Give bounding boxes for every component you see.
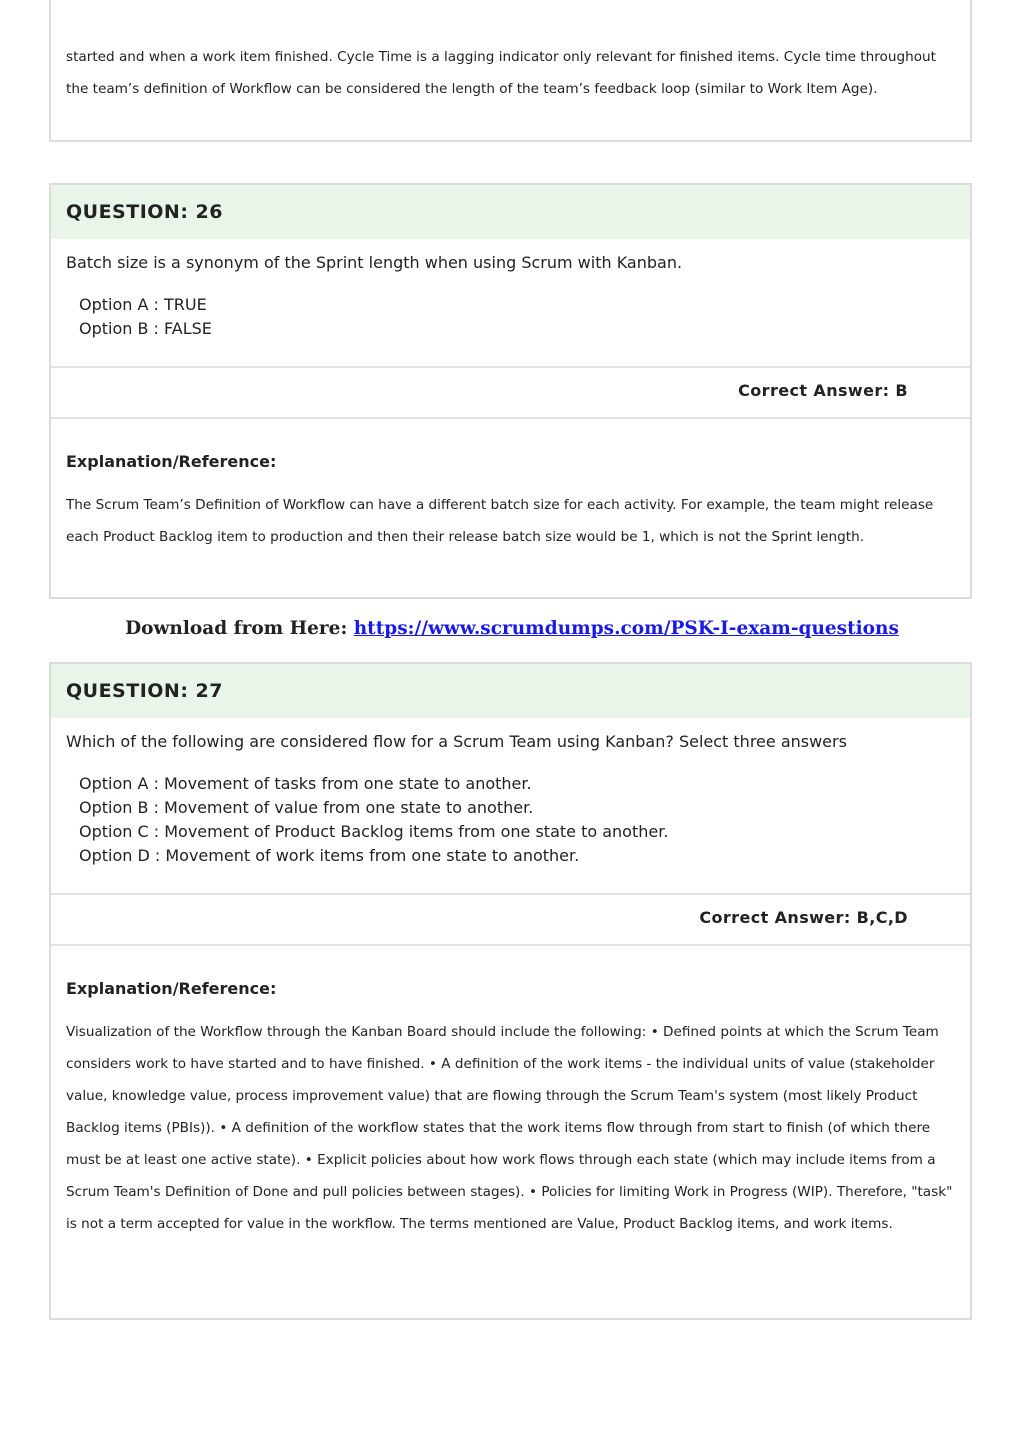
option-item: Option A : Movement of tasks from one state to another.: [79, 774, 532, 793]
explanation-text: The Scrum Team’s Definition of Workflow can have a different batch size for each activity. For example, the team might release each Product Backlog item to production and then their release batch size would be 1, which is not the Sprint length.: [66, 497, 934, 545]
download-banner: [0, 618, 1024, 639]
previous-explanation-box: [49, 0, 972, 142]
question-header: QUESTION: 26: [51, 185, 970, 239]
previous-explanation-text: started and when a work item finished. Cycle Time is a lagging indicator only relevant for finished items. Cycle time throughout the team’s definition of Workflow can be considered the length of the team’s feedback loop (similar to Work Item Age).: [66, 49, 936, 97]
question-card: [49, 183, 972, 599]
explanation-title: Explanation/Reference:: [66, 452, 277, 471]
correct-answer: Correct Answer: B: [738, 381, 908, 400]
option-list: [51, 272, 970, 341]
option-list: [51, 751, 970, 868]
question-text: Which of the following are considered flow for a Scrum Team using Kanban? Select three answers: [66, 732, 847, 751]
download-label: Download from Here:: [125, 618, 354, 639]
download-link[interactable]: https://www.scrumdumps.com/PSK-I-exam-questions: [353, 618, 899, 639]
option-item: Option B : FALSE: [79, 319, 212, 338]
explanation-text: Visualization of the Workflow through the Kanban Board should include the following: • Defined points at which the Scrum Team considers work to have started and to have finished. • A definition of the work items - the individual units of value (stakeholder value, knowledge value, process improvement value) that are flowing through the Scrum Team's system (most likely Product Backlog items (PBIs)). • A definition of the workflow states that the work items flow through from start to finish (of which there must be at least one active state). • Explicit policies about how work flows through each state (which may include items from a Scrum Team's Definition of Done and pull policies between stages). • Policies for limiting Work in Progress (WIP). Therefore, "task" is not a term accepted for value in the workflow. The terms mentioned are Value, Product Backlog items, and work items.: [66, 1024, 953, 1232]
question-text: Batch size is a synonym of the Sprint length when using Scrum with Kanban.: [66, 253, 683, 272]
option-item: Option B : Movement of value from one state to another.: [79, 798, 534, 817]
explanation-title: Explanation/Reference:: [66, 979, 277, 998]
question-card: [49, 662, 972, 1320]
option-item: Option D : Movement of work items from one state to another.: [79, 846, 580, 865]
option-item: Option A : TRUE: [79, 295, 207, 314]
question-header: QUESTION: 27: [51, 664, 970, 718]
option-item: Option C : Movement of Product Backlog items from one state to another.: [79, 822, 669, 841]
correct-answer: Correct Answer: B,C,D: [699, 908, 908, 927]
